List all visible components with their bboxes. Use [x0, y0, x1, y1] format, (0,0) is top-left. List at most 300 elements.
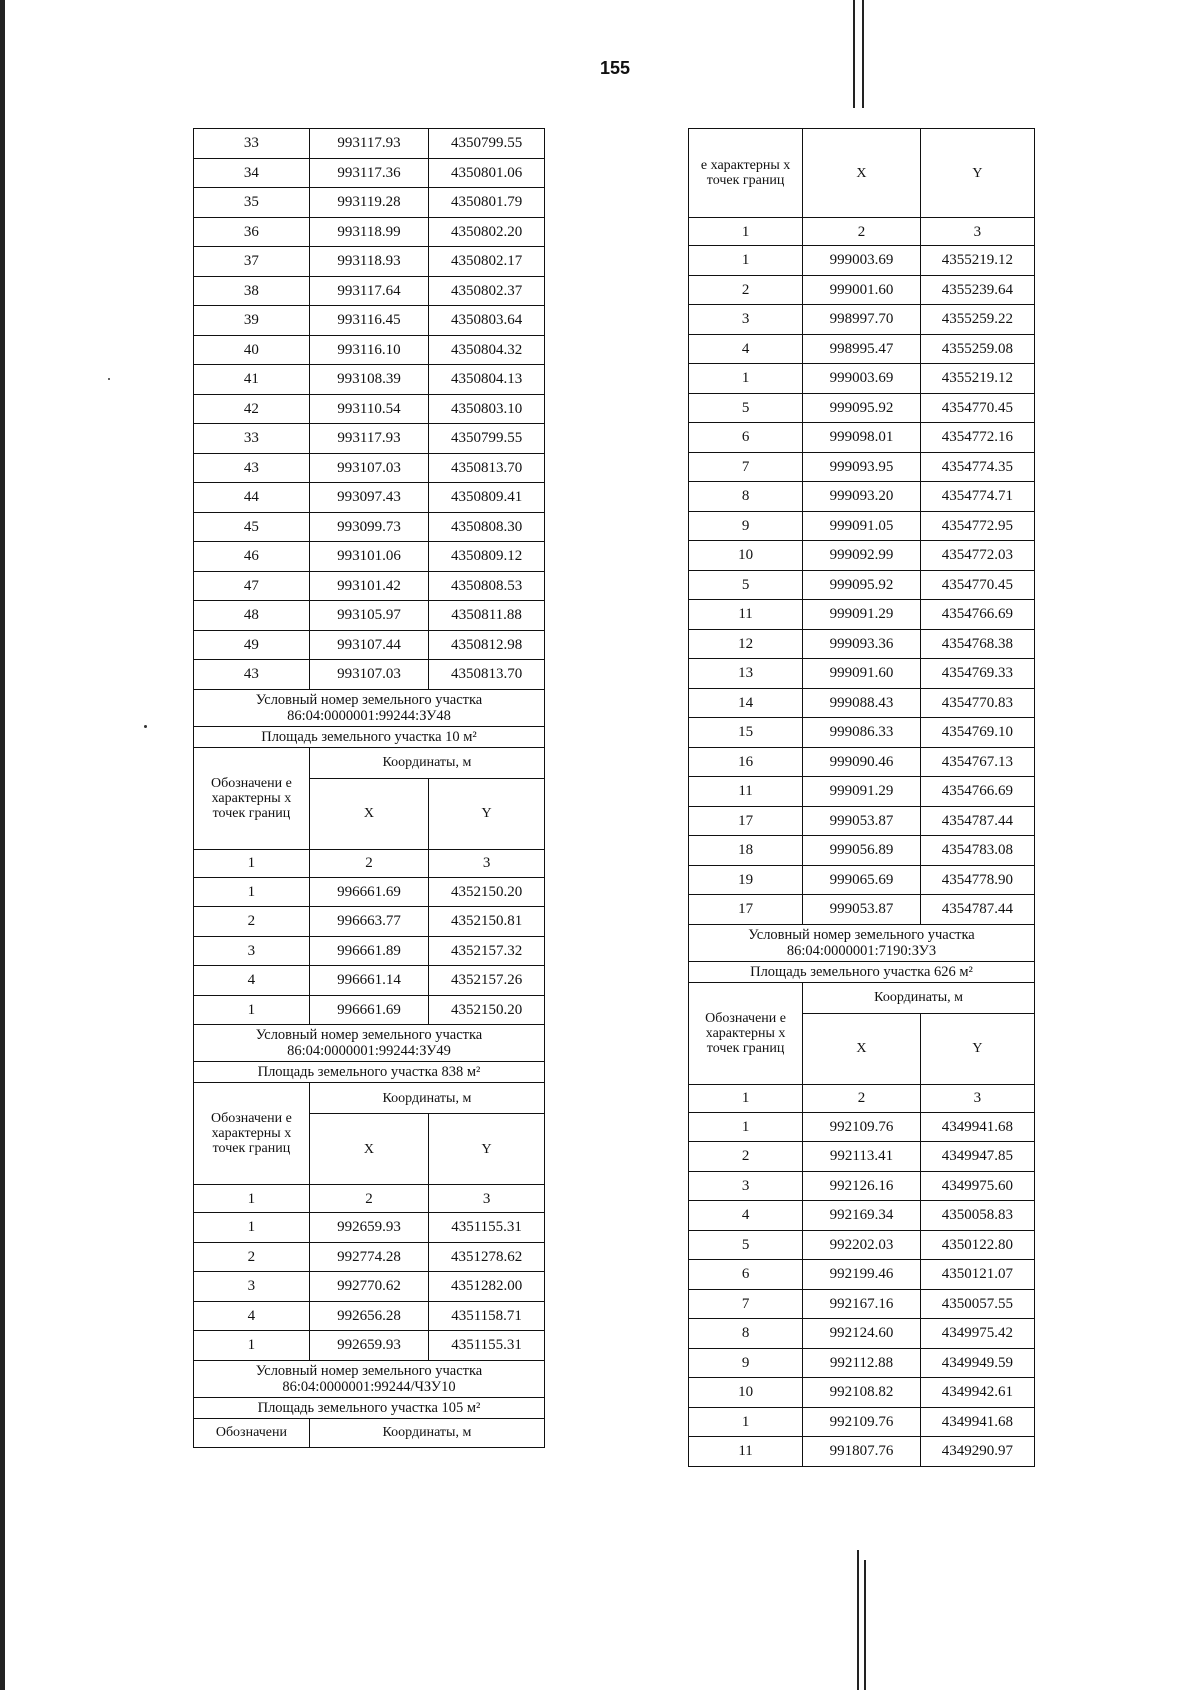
y-header: Y	[429, 778, 545, 849]
column-number-cell: 2	[309, 1185, 428, 1213]
point-number-cell: 33	[194, 129, 310, 159]
x-coordinate-cell: 999095.92	[803, 393, 921, 423]
table-row	[689, 1201, 1035, 1231]
point-number-cell: 44	[194, 483, 310, 513]
table-row	[689, 659, 1035, 689]
x-coordinate-cell: 992202.03	[803, 1230, 921, 1260]
y-coordinate-cell: 4349941.68	[920, 1112, 1034, 1142]
table-row	[689, 393, 1035, 423]
table-row	[194, 936, 545, 966]
table-row	[194, 542, 545, 572]
y-coordinate-cell: 4354770.45	[920, 570, 1034, 600]
y-coordinate-cell: 4354778.90	[920, 865, 1034, 895]
x-coordinate-cell: 999091.05	[803, 511, 921, 541]
point-number-cell: 1	[689, 1407, 803, 1437]
x-coordinate-cell: 996661.89	[309, 936, 428, 966]
parcel-area: Площадь земельного участка 105 м²	[194, 1397, 545, 1418]
parcel-title: Условный номер земельного участка 86:04:0000001:99244:ЗУ49	[194, 1025, 545, 1062]
x-coordinate-cell: 999056.89	[803, 836, 921, 866]
header-row	[194, 1418, 545, 1447]
table-row	[689, 275, 1035, 305]
x-coordinate-cell: 999090.46	[803, 747, 921, 777]
x-coordinate-cell: 999003.69	[803, 364, 921, 394]
column-number-cell: 3	[429, 849, 545, 877]
scan-edge-right-top-1	[853, 0, 855, 108]
y-coordinate-cell: 4354772.16	[920, 423, 1034, 453]
table-row	[689, 305, 1035, 335]
table-row	[194, 1272, 545, 1302]
table-row	[689, 629, 1035, 659]
point-number-cell: 9	[689, 511, 803, 541]
point-number-cell: 13	[689, 659, 803, 689]
point-number-cell: 1	[194, 995, 310, 1025]
column-number-cell: 1	[194, 1185, 310, 1213]
table-row	[194, 453, 545, 483]
y-coordinate-cell: 4352157.26	[429, 966, 545, 996]
point-number-cell: 3	[689, 1171, 803, 1201]
y-coordinate-cell: 4355259.08	[920, 334, 1034, 364]
parcel-area-row	[194, 1062, 545, 1083]
column-number-cell: 2	[309, 849, 428, 877]
table-row	[194, 1301, 545, 1331]
parcel-title: Условный номер земельного участка 86:04:0000001:99244:ЗУ48	[194, 689, 545, 726]
point-number-cell: 11	[689, 777, 803, 807]
x-coordinate-cell: 999088.43	[803, 688, 921, 718]
point-number-cell: 12	[689, 629, 803, 659]
x-coordinate-cell: 998997.70	[803, 305, 921, 335]
y-coordinate-cell: 4350809.41	[429, 483, 545, 513]
x-coordinate-cell: 993119.28	[309, 188, 428, 218]
y-coordinate-cell: 4354768.38	[920, 629, 1034, 659]
point-number-cell: 3	[194, 1272, 310, 1302]
point-number-cell: 2	[689, 1142, 803, 1172]
y-coordinate-cell: 4350802.37	[429, 276, 545, 306]
x-coordinate-cell: 999091.60	[803, 659, 921, 689]
x-coordinate-cell: 993117.36	[309, 158, 428, 188]
column-number-cell: 2	[803, 218, 921, 246]
scan-edge-left	[0, 0, 5, 1690]
column-number-row	[689, 1084, 1035, 1112]
table-row	[689, 806, 1035, 836]
column-number-cell: 1	[194, 849, 310, 877]
point-number-cell: 10	[689, 1378, 803, 1408]
point-number-cell: 5	[689, 1230, 803, 1260]
x-coordinate-cell: 992770.62	[309, 1272, 428, 1302]
point-number-cell: 4	[689, 334, 803, 364]
point-number-cell: 43	[194, 660, 310, 690]
y-coordinate-cell: 4350813.70	[429, 660, 545, 690]
y-coordinate-cell: 4355239.64	[920, 275, 1034, 305]
table-row	[689, 1378, 1035, 1408]
parcel-title-row	[194, 689, 545, 726]
x-coordinate-cell: 992199.46	[803, 1260, 921, 1290]
table-row	[689, 364, 1035, 394]
point-number-cell: 5	[689, 393, 803, 423]
x-coordinate-cell: 992659.93	[309, 1213, 428, 1243]
x-header: X	[803, 1013, 921, 1084]
table-row	[194, 1242, 545, 1272]
table-row	[194, 247, 545, 277]
y-coordinate-cell: 4354766.69	[920, 600, 1034, 630]
parcel-area-row	[194, 1397, 545, 1418]
table-row	[689, 334, 1035, 364]
coordinates-header: Координаты, м	[309, 1083, 544, 1114]
table-row	[689, 1230, 1035, 1260]
y-header: Y	[920, 129, 1034, 218]
point-number-cell: 1	[194, 1213, 310, 1243]
point-number-cell: 47	[194, 571, 310, 601]
x-coordinate-cell: 992109.76	[803, 1112, 921, 1142]
y-coordinate-cell: 4354787.44	[920, 806, 1034, 836]
x-coordinate-cell: 993117.64	[309, 276, 428, 306]
x-coordinate-cell: 999098.01	[803, 423, 921, 453]
point-number-cell: 9	[689, 1348, 803, 1378]
point-number-cell: 35	[194, 188, 310, 218]
x-coordinate-cell: 999086.33	[803, 718, 921, 748]
table-row	[689, 1407, 1035, 1437]
table-row	[689, 895, 1035, 925]
y-coordinate-cell: 4350802.20	[429, 217, 545, 247]
point-number-cell: 8	[689, 1319, 803, 1349]
y-header: Y	[429, 1114, 545, 1185]
parcel-title-row	[194, 1360, 545, 1397]
x-coordinate-cell: 993107.03	[309, 453, 428, 483]
x-coordinate-cell: 993116.45	[309, 306, 428, 336]
coordinates-header: Координаты, м	[309, 1418, 544, 1447]
point-number-cell: 18	[689, 836, 803, 866]
coordinates-header: Координаты, м	[309, 747, 544, 778]
table-row	[194, 1331, 545, 1361]
y-coordinate-cell: 4352157.32	[429, 936, 545, 966]
y-coordinate-cell: 4354783.08	[920, 836, 1034, 866]
column-number-row	[194, 849, 545, 877]
table-row	[194, 907, 545, 937]
table-row	[689, 541, 1035, 571]
y-coordinate-cell: 4354772.03	[920, 541, 1034, 571]
x-coordinate-cell: 993099.73	[309, 512, 428, 542]
designation-header: Обозначени	[194, 1418, 310, 1447]
y-coordinate-cell: 4349975.60	[920, 1171, 1034, 1201]
header-row	[194, 1083, 545, 1114]
x-coordinate-cell: 992113.41	[803, 1142, 921, 1172]
x-coordinate-cell: 999091.29	[803, 600, 921, 630]
point-number-cell: 46	[194, 542, 310, 572]
x-coordinate-cell: 999092.99	[803, 541, 921, 571]
point-number-cell: 6	[689, 423, 803, 453]
x-coordinate-cell: 992167.16	[803, 1289, 921, 1319]
table-row	[194, 601, 545, 631]
table-row	[194, 188, 545, 218]
table-row	[689, 452, 1035, 482]
table-row	[194, 158, 545, 188]
point-number-cell: 3	[689, 305, 803, 335]
y-header: Y	[920, 1013, 1034, 1084]
x-coordinate-cell: 993101.06	[309, 542, 428, 572]
table-row	[689, 747, 1035, 777]
point-number-cell: 40	[194, 335, 310, 365]
x-header: X	[309, 1114, 428, 1185]
table-row	[689, 246, 1035, 276]
x-coordinate-cell: 999093.95	[803, 452, 921, 482]
point-number-cell: 7	[689, 452, 803, 482]
point-number-cell: 34	[194, 158, 310, 188]
column-number-cell: 3	[920, 1084, 1034, 1112]
y-coordinate-cell: 4354772.95	[920, 511, 1034, 541]
y-coordinate-cell: 4349975.42	[920, 1319, 1034, 1349]
left-column	[193, 128, 545, 1448]
y-coordinate-cell: 4351155.31	[429, 1213, 545, 1243]
table-row	[194, 877, 545, 907]
x-header: X	[803, 129, 921, 218]
table-row	[194, 483, 545, 513]
parcel-area-row	[194, 726, 545, 747]
y-coordinate-cell: 4350058.83	[920, 1201, 1034, 1231]
y-coordinate-cell: 4355219.12	[920, 246, 1034, 276]
table-row	[689, 1112, 1035, 1142]
point-number-cell: 2	[689, 275, 803, 305]
y-coordinate-cell: 4350808.53	[429, 571, 545, 601]
table-row	[194, 660, 545, 690]
column-number-cell: 3	[920, 218, 1034, 246]
point-number-cell: 2	[194, 1242, 310, 1272]
x-coordinate-cell: 993116.10	[309, 335, 428, 365]
y-coordinate-cell: 4354767.13	[920, 747, 1034, 777]
y-coordinate-cell: 4354769.10	[920, 718, 1034, 748]
scan-edge-right-top-2	[862, 0, 864, 108]
scan-speck	[144, 725, 147, 728]
header-row	[689, 129, 1035, 218]
parcel-title-row	[194, 1025, 545, 1062]
table-row	[194, 571, 545, 601]
table-row	[194, 424, 545, 454]
y-coordinate-cell: 4354770.83	[920, 688, 1034, 718]
x-coordinate-cell: 993101.42	[309, 571, 428, 601]
scan-edge-right-bottom-2	[864, 1560, 866, 1690]
x-coordinate-cell: 993118.93	[309, 247, 428, 277]
x-header: X	[309, 778, 428, 849]
x-coordinate-cell: 993117.93	[309, 129, 428, 159]
x-coordinate-cell: 993110.54	[309, 394, 428, 424]
y-coordinate-cell: 4350803.10	[429, 394, 545, 424]
coordinates-header: Координаты, м	[803, 982, 1035, 1013]
point-number-cell: 1	[194, 877, 310, 907]
right-coordinates-table	[688, 128, 1035, 1467]
point-number-cell: 6	[689, 1260, 803, 1290]
y-coordinate-cell: 4354769.33	[920, 659, 1034, 689]
x-coordinate-cell: 998995.47	[803, 334, 921, 364]
right-column	[688, 128, 1035, 1467]
column-number-cell: 3	[429, 1185, 545, 1213]
designation-header: е характерны х точек границ	[689, 129, 803, 218]
y-coordinate-cell: 4351278.62	[429, 1242, 545, 1272]
scan-speck	[108, 378, 110, 380]
y-coordinate-cell: 4355259.22	[920, 305, 1034, 335]
point-number-cell: 4	[194, 1301, 310, 1331]
point-number-cell: 38	[194, 276, 310, 306]
table-row	[689, 423, 1035, 453]
table-row	[194, 365, 545, 395]
x-coordinate-cell: 992124.60	[803, 1319, 921, 1349]
parcel-area: Площадь земельного участка 838 м²	[194, 1062, 545, 1083]
y-coordinate-cell: 4354770.45	[920, 393, 1034, 423]
x-coordinate-cell: 993097.43	[309, 483, 428, 513]
y-coordinate-cell: 4350803.64	[429, 306, 545, 336]
table-row	[689, 688, 1035, 718]
y-coordinate-cell: 4350801.79	[429, 188, 545, 218]
point-number-cell: 36	[194, 217, 310, 247]
y-coordinate-cell: 4355219.12	[920, 364, 1034, 394]
table-row	[194, 306, 545, 336]
table-row	[689, 600, 1035, 630]
column-number-row	[194, 1185, 545, 1213]
x-coordinate-cell: 993117.93	[309, 424, 428, 454]
table-row	[194, 217, 545, 247]
table-row	[194, 966, 545, 996]
y-coordinate-cell: 4350812.98	[429, 630, 545, 660]
y-coordinate-cell: 4350804.32	[429, 335, 545, 365]
parcel-area: Площадь земельного участка 10 м²	[194, 726, 545, 747]
x-coordinate-cell: 992108.82	[803, 1378, 921, 1408]
y-coordinate-cell: 4350802.17	[429, 247, 545, 277]
table-row	[194, 276, 545, 306]
point-number-cell: 4	[194, 966, 310, 996]
table-row	[194, 335, 545, 365]
point-number-cell: 11	[689, 1437, 803, 1467]
point-number-cell: 1	[689, 364, 803, 394]
y-coordinate-cell: 4352150.81	[429, 907, 545, 937]
point-number-cell: 7	[689, 1289, 803, 1319]
x-coordinate-cell: 992656.28	[309, 1301, 428, 1331]
y-coordinate-cell: 4350811.88	[429, 601, 545, 631]
point-number-cell: 17	[689, 806, 803, 836]
y-coordinate-cell: 4350122.80	[920, 1230, 1034, 1260]
parcel-title-row	[689, 924, 1035, 961]
y-coordinate-cell: 4354787.44	[920, 895, 1034, 925]
y-coordinate-cell: 4350057.55	[920, 1289, 1034, 1319]
x-coordinate-cell: 993107.44	[309, 630, 428, 660]
x-coordinate-cell: 991807.76	[803, 1437, 921, 1467]
y-coordinate-cell: 4350813.70	[429, 453, 545, 483]
point-number-cell: 8	[689, 482, 803, 512]
table-row	[689, 777, 1035, 807]
table-row	[689, 836, 1035, 866]
x-coordinate-cell: 999065.69	[803, 865, 921, 895]
x-coordinate-cell: 992774.28	[309, 1242, 428, 1272]
table-row	[689, 511, 1035, 541]
table-row	[689, 1142, 1035, 1172]
x-coordinate-cell: 992169.34	[803, 1201, 921, 1231]
point-number-cell: 45	[194, 512, 310, 542]
x-coordinate-cell: 999093.20	[803, 482, 921, 512]
x-coordinate-cell: 996661.69	[309, 877, 428, 907]
designation-header: Обозначени е характерны х точек границ	[689, 982, 803, 1084]
table-row	[194, 394, 545, 424]
point-number-cell: 48	[194, 601, 310, 631]
y-coordinate-cell: 4350121.07	[920, 1260, 1034, 1290]
table-row	[689, 865, 1035, 895]
table-row	[194, 630, 545, 660]
scan-edge-right-bottom-1	[857, 1550, 859, 1690]
x-coordinate-cell: 999091.29	[803, 777, 921, 807]
x-coordinate-cell: 999003.69	[803, 246, 921, 276]
left-coordinates-table	[193, 128, 545, 1448]
x-coordinate-cell: 992126.16	[803, 1171, 921, 1201]
table-row	[689, 1260, 1035, 1290]
point-number-cell: 16	[689, 747, 803, 777]
table-row	[689, 1319, 1035, 1349]
y-coordinate-cell: 4350809.12	[429, 542, 545, 572]
table-row	[194, 1213, 545, 1243]
column-number-cell: 2	[803, 1084, 921, 1112]
point-number-cell: 3	[194, 936, 310, 966]
y-coordinate-cell: 4352150.20	[429, 877, 545, 907]
point-number-cell: 33	[194, 424, 310, 454]
parcel-area: Площадь земельного участка 626 м²	[689, 961, 1035, 982]
y-coordinate-cell: 4351158.71	[429, 1301, 545, 1331]
x-coordinate-cell: 999093.36	[803, 629, 921, 659]
x-coordinate-cell: 992109.76	[803, 1407, 921, 1437]
table-row	[194, 995, 545, 1025]
parcel-title: Условный номер земельного участка 86:04:0000001:7190:ЗУ3	[689, 924, 1035, 961]
x-coordinate-cell: 996661.69	[309, 995, 428, 1025]
point-number-cell: 15	[689, 718, 803, 748]
x-coordinate-cell: 992659.93	[309, 1331, 428, 1361]
header-row	[689, 982, 1035, 1013]
point-number-cell: 1	[689, 246, 803, 276]
column-number-cell: 1	[689, 1084, 803, 1112]
point-number-cell: 14	[689, 688, 803, 718]
point-number-cell: 1	[194, 1331, 310, 1361]
x-coordinate-cell: 996661.14	[309, 966, 428, 996]
x-coordinate-cell: 999095.92	[803, 570, 921, 600]
y-coordinate-cell: 4354774.71	[920, 482, 1034, 512]
table-row	[689, 718, 1035, 748]
designation-header: Обозначени е характерны х точек границ	[194, 1083, 310, 1185]
point-number-cell: 43	[194, 453, 310, 483]
point-number-cell: 1	[689, 1112, 803, 1142]
point-number-cell: 11	[689, 600, 803, 630]
x-coordinate-cell: 993118.99	[309, 217, 428, 247]
table-row	[689, 1289, 1035, 1319]
column-number-row	[689, 218, 1035, 246]
x-coordinate-cell: 999053.87	[803, 895, 921, 925]
y-coordinate-cell: 4350808.30	[429, 512, 545, 542]
y-coordinate-cell: 4350799.55	[429, 129, 545, 159]
page-number: 155	[599, 58, 631, 78]
point-number-cell: 37	[194, 247, 310, 277]
y-coordinate-cell: 4350801.06	[429, 158, 545, 188]
point-number-cell: 10	[689, 541, 803, 571]
table-row	[689, 482, 1035, 512]
table-row	[689, 1171, 1035, 1201]
table-row	[194, 129, 545, 159]
table-row	[689, 570, 1035, 600]
point-number-cell: 4	[689, 1201, 803, 1231]
designation-header: Обозначени е характерны х точек границ	[194, 747, 310, 849]
x-coordinate-cell: 993105.97	[309, 601, 428, 631]
point-number-cell: 19	[689, 865, 803, 895]
point-number-cell: 17	[689, 895, 803, 925]
point-number-cell: 2	[194, 907, 310, 937]
parcel-area-row	[689, 961, 1035, 982]
y-coordinate-cell: 4350804.13	[429, 365, 545, 395]
y-coordinate-cell: 4349942.61	[920, 1378, 1034, 1408]
y-coordinate-cell: 4352150.20	[429, 995, 545, 1025]
table-row	[194, 512, 545, 542]
x-coordinate-cell: 999053.87	[803, 806, 921, 836]
point-number-cell: 5	[689, 570, 803, 600]
y-coordinate-cell: 4354766.69	[920, 777, 1034, 807]
